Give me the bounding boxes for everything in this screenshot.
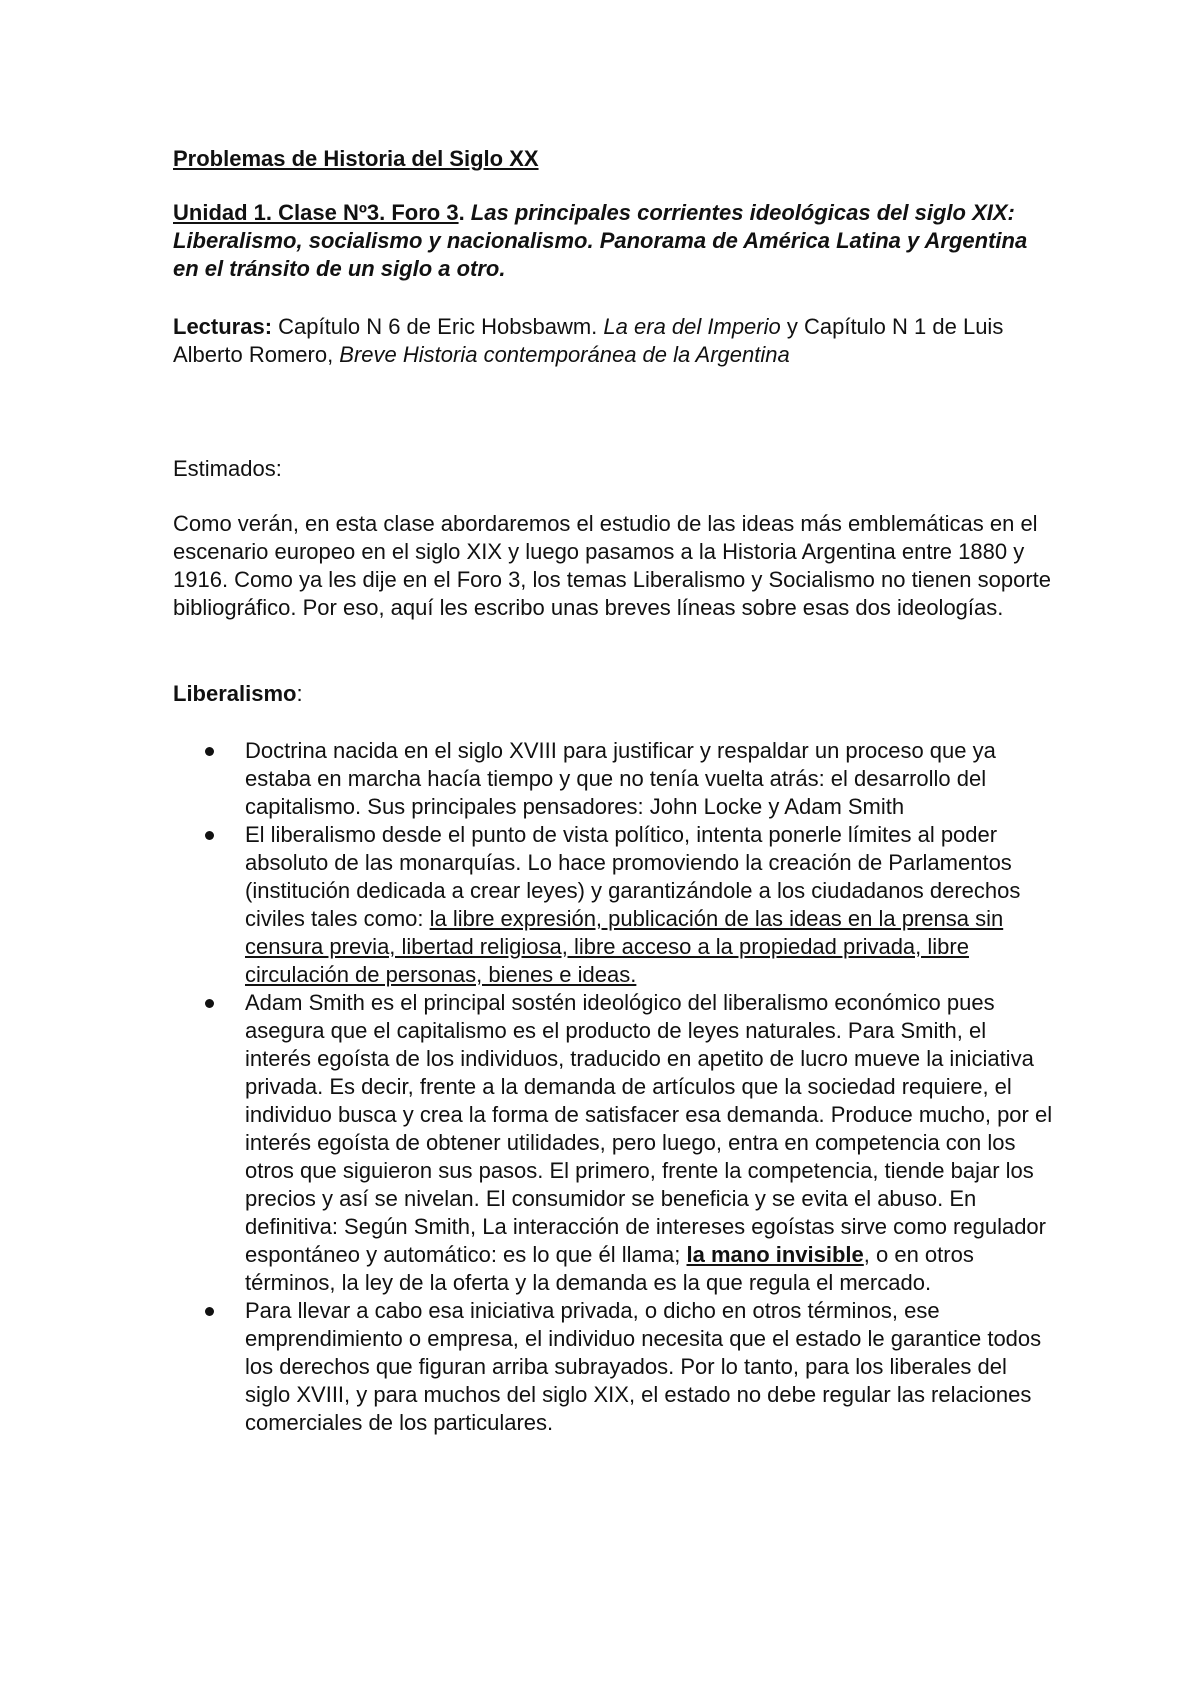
- readings-paragraph: [173, 313, 1053, 369]
- bullet-2-underlined: la libre expresión, publicación de las ideas en la prensa sin censura previa, libertad religiosa, libre acceso a la propiedad privada, libre circulación de personas, bienes e ideas.: [245, 906, 1004, 987]
- greeting: Estimados:: [173, 456, 282, 481]
- bullet-3-text: Adam Smith es el principal sostén ideológico del liberalismo económico pues asegura que el capitalismo es el producto de leyes naturales. Para Smith, el interés egoísta de los individuos, traducido en apetito de lucro mueve la iniciativa privada. Es decir, frente a la demanda de artículos que la sociedad requiere, el individuo busca y crea la forma de satisfacer esa demanda. Produce mucho, por el interés egoísta de obtener utilidades, pero luego, entra en competencia con los otros que siguieron sus pasos. El primero, frente la competencia, tiende bajar los precios y así se nivelan. El consumidor se beneficia y se evita el abuso. En definitiva: Según Smith, La interacción de intereses egoístas sirve como regulador espontáneo y automático: es lo que él llama;: [245, 990, 1053, 1267]
- topic-text: Las principales corrientes ideológicas del siglo XIX: Liberalismo, socialismo y nacionalismo. Panorama de América Latina y Argentina en el tránsito de un siglo a otro.: [173, 200, 1028, 281]
- bullet-list: [173, 737, 1053, 1437]
- section-colon: :: [296, 681, 303, 706]
- bullet-icon: [205, 747, 214, 756]
- subtitle-separator: .: [458, 200, 471, 225]
- bullet-3-bold: la mano invisible: [686, 1242, 864, 1267]
- bullet-icon: [205, 831, 214, 840]
- list-item: [173, 1297, 1053, 1437]
- bullet-icon: [205, 1307, 214, 1316]
- list-item: [173, 989, 1053, 1297]
- document-title: Problemas de Historia del Siglo XX: [173, 146, 539, 171]
- section-heading: [173, 680, 1053, 708]
- section-label: Liberalismo: [173, 681, 297, 706]
- list-item: [173, 737, 1053, 821]
- readings-text-1: Capítulo N 6 de Eric Hobsbawm.: [272, 314, 604, 339]
- list-item: [173, 821, 1053, 989]
- bullet-1-text: Doctrina nacida en el siglo XVIII para justificar y respaldar un proceso que ya estaba en marcha hacía tiempo y que no tenía vuelta atrás: el desarrollo del capitalismo. Sus principales pensadores: John Locke y Adam Smith: [245, 738, 996, 819]
- readings-book-2: Breve Historia contemporánea de la Argentina: [339, 342, 790, 367]
- bullet-4-text: Para llevar a cabo esa iniciativa privada, o dicho en otros términos, ese emprendimiento o empresa, el individuo necesita que el estado le garantice todos los derechos que figuran arriba subrayados. Por lo tanto, para los liberales del siglo XVIII, y para muchos del siglo XIX, el estado no debe regular las relaciones comerciales de los particulares.: [245, 1298, 1042, 1435]
- bullet-2-text: El liberalismo desde el punto de vista político, intenta ponerle límites al poder absoluto de las monarquías. Lo hace promoviendo la creación de Parlamentos (institución dedicada a crear leyes) y garantizándole a los ciudadanos derechos civiles tales como:: [245, 822, 1021, 931]
- readings-book-1: La era del Imperio: [603, 314, 781, 339]
- unit-label: Unidad 1. Clase Nº3. Foro 3: [173, 200, 459, 225]
- bullet-3-end: , o en otros términos, la ley de la oferta y la demanda es la que regula el mercado.: [245, 1242, 974, 1295]
- bullet-icon: [205, 999, 214, 1008]
- readings-label: Lecturas:: [173, 314, 273, 339]
- readings-text-2: y Capítulo N 1 de Luis Alberto Romero,: [173, 314, 1004, 367]
- intro-paragraph: Como verán, en esta clase abordaremos el estudio de las ideas más emblemáticas en el escenario europeo en el siglo XIX y luego pasamos a la Historia Argentina entre 1880 y 1916. Como ya les dije en el Foro 3, los temas Liberalismo y Socialismo no tienen soporte bibliográfico. Por eso, aquí les escribo unas breves líneas sobre esas dos ideologías.: [173, 511, 1052, 620]
- class-subtitle: [173, 199, 1053, 283]
